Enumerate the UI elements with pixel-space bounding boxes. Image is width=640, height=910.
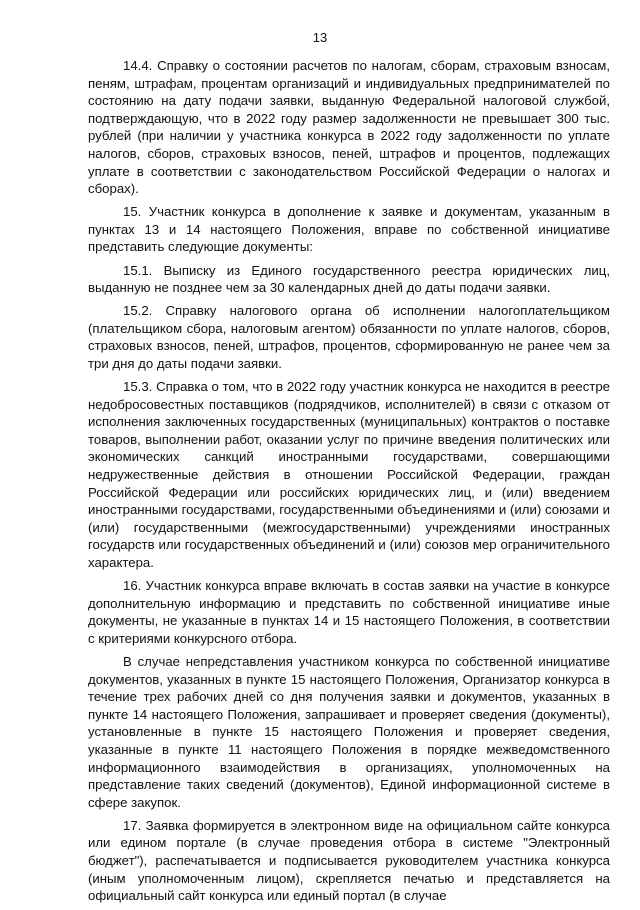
paragraph-15-3: 15.3. Справка о том, что в 2022 году участник конкурса не находится в реестре недобросовестных поставщиков (подрядчиков, исполнителей) в связи с отказом от исполнения заключенных государственных (муниципальных) контрактов о поставке товаров, выполнении работ, оказании услуг по причине введения политических или экономических санкций иностранными государствами, совершающими недружественные действия в отношении Российской Федерации, граждан Российской Федерации или российских юридических лиц, и (или) введением иностранными государствами, государственными объединениями и (или) союзами и (или) государственными (межгосударственными) учреждениями иностранных государств или государственных объединений и (или) союзов мер ограничительного характера. — [88, 379, 610, 571]
paragraph-16: 16. Участник конкурса вправе включать в состав заявки на участие в конкурсе дополнительную информацию и представить по собственной инициативе иные документы, не указанные в пунктах 14 и 15 настоящего Положения, в соответствии с критериями конкурсного отбора. — [88, 578, 610, 646]
page-number: 13 — [312, 30, 328, 45]
paragraph-14-4: 14.4. Справку о состоянии расчетов по налогам, сборам, страховым взносам, пеням, штрафам, процентам организаций и индивидуальных предпринимателей по состоянию на дату подачи заявки, выданную Федеральной налоговой службой, подтверждающую, что в 2022 году размер задолженности не превышает 300 тыс. рублей (при наличии у участника конкурса в 2022 году задолженности по уплате налогов, сборов, страховых взносов, пеней, штрафов и процентов, подлежащих уплате в соответствии с законодательством Российской Федерации о налогах и сборах). — [88, 58, 610, 197]
paragraph-15: 15. Участник конкурса в дополнение к заявке и документам, указанным в пунктах 13 и 14 настоящего Положения, вправе по собственной инициативе представить следующие документы: — [88, 204, 610, 255]
paragraph-16-nonsubmission: В случае непредставления участником конкурса по собственной инициативе документов, указанных в пункте 15 настоящего Положения, Организатор конкурса в течение трех рабочих дней со дня получения заявки и документов, указанных в пункте 14 настоящего Положения, запрашивает и проверяет сведения (документы), установленные в пункте 15 настоящего Положения и проверяет сведения, указанные в пункте 11 настоящего Положения в порядке межведомственного информационного взаимодействия в организациях, уполномоченных на представление таких сведений (документов), Единой информационной системе в сфере закупок. — [88, 654, 610, 810]
paragraph-15-2: 15.2. Справку налогового органа об исполнении налогоплательщиком (плательщиком сбора, налоговым агентом) обязанности по уплате налогов, сборов, страховых взносов, пеней, штрафов, процентов, сформированную не ранее чем за три дня до даты подачи заявки. — [88, 303, 610, 371]
document-body — [88, 57, 610, 910]
paragraph-15-1: 15.1. Выписку из Единого государственного реестра юридических лиц, выданную не позднее чем за 30 календарных дней до даты подачи заявки. — [88, 262, 610, 296]
paragraph-17: 17. Заявка формируется в электронном виде на официальном сайте конкурса или едином портале (в случае проведения отбора в системе "Электронный бюджет"), распечатывается и подписывается руководителем участника конкурса (иным уполномоченным лицом), скрепляется печатью и представляется на официальный сайт конкурса или единый портал (в случае — [88, 817, 610, 904]
